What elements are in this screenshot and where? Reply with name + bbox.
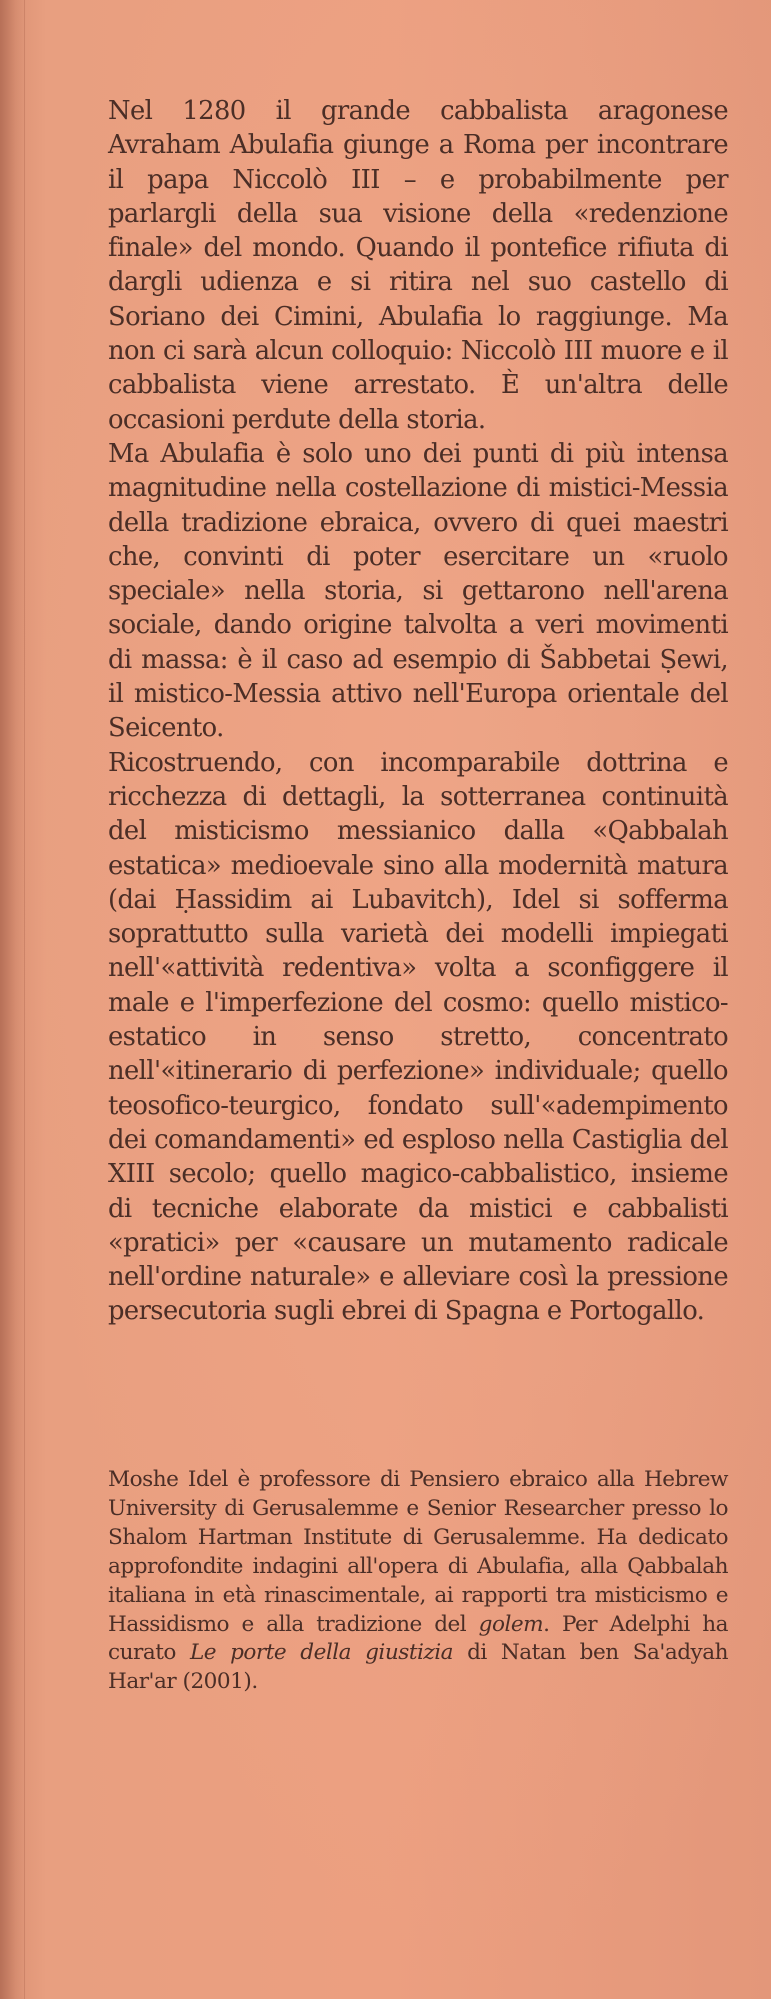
- bio-italic-book-title: Le porte della giustizia: [189, 1640, 454, 1666]
- fold-shadow: [0, 0, 26, 1999]
- bio-italic-golem: golem: [478, 1611, 544, 1637]
- author-bio: [108, 1466, 728, 1697]
- author-bio-paragraph: [108, 1466, 728, 1697]
- fold-line: [24, 0, 25, 1999]
- blurb-paragraph-3: Ricostruendo, con incomparabile dottrina e ricchezza di dettagli, la sotterranea continuità del misticismo messianico dalla «Qabbalah estatica» medioevale sino alla modernità matura (dai Ḥassidim ai Lubavitch), Idel si sofferma soprattutto sulla varietà dei modelli impiegati nell'«attività redentiva» volta a sconfiggere il male e l'imperfezione del cosmo: quello mistico-estatico in senso stretto, concentrato nell'«itinerario di perfezione» individuale; quello teosofico-teurgico, fondato sull'«adempimento dei comandamenti» ed esploso nella Castiglia del XIII secolo; quello magico-cabbalistico, insieme di tecniche elaborate da mistici e cabbalisti «pratici» per «causare un mutamento radicale nell'ordine naturale» e alleviare così la pressione persecutoria sugli ebrei di Spagna e Portogallo.: [108, 747, 728, 1327]
- blurb-paragraph-1: Nel 1280 il grande cabbalista aragonese Avraham Abulafia giunge a Roma per incontrare il papa Niccolò III – e probabilmente per parlargli della sua visione della «redenzione finale» del mondo. Quando il pontefice rifiuta di dargli udienza e si ritira nel suo castello di Soriano dei Cimini, Abulafia lo raggiunge. Ma non ci sarà alcun colloquio: Niccolò III muore e il cabbalista viene arrestato. È un'altra delle occasioni perdute della storia.: [108, 96, 728, 435]
- blurb-paragraph-2: Ma Abulafia è solo uno dei punti di più intensa magnitudine nella costellazione di mistici-Messia della tradizione ebraica, ovvero di quei maestri che, convinti di poter esercitare un «ruolo speciale» nella storia, si gettarono nell'arena sociale, dando origine talvolta a veri movimenti di massa: è il caso ad esempio di Šabbetai Ṣewi, il mistico-Messia attivo nell'Europa orientale del Seicento.: [108, 438, 728, 744]
- bio-text-1: Moshe Idel è professore di Pensiero ebraico alla Hebrew University di Gerusalemme e Senior Researcher presso lo Shalom Hartman Institute di Gerusalemme. Ha dedicato approfondite indagini all'opera di Abulafia, alla Qabbalah italiana in età rinascimentale, ai rapporti tra misticismo e Hassidismo e alla tradizione del: [108, 1467, 728, 1637]
- bio-text-3: di Natan ben Sa'adyah Har'ar (2001).: [108, 1640, 729, 1695]
- book-blurb: [108, 94, 728, 1329]
- bio-text-2: . Per Adelphi ha curato: [108, 1611, 728, 1666]
